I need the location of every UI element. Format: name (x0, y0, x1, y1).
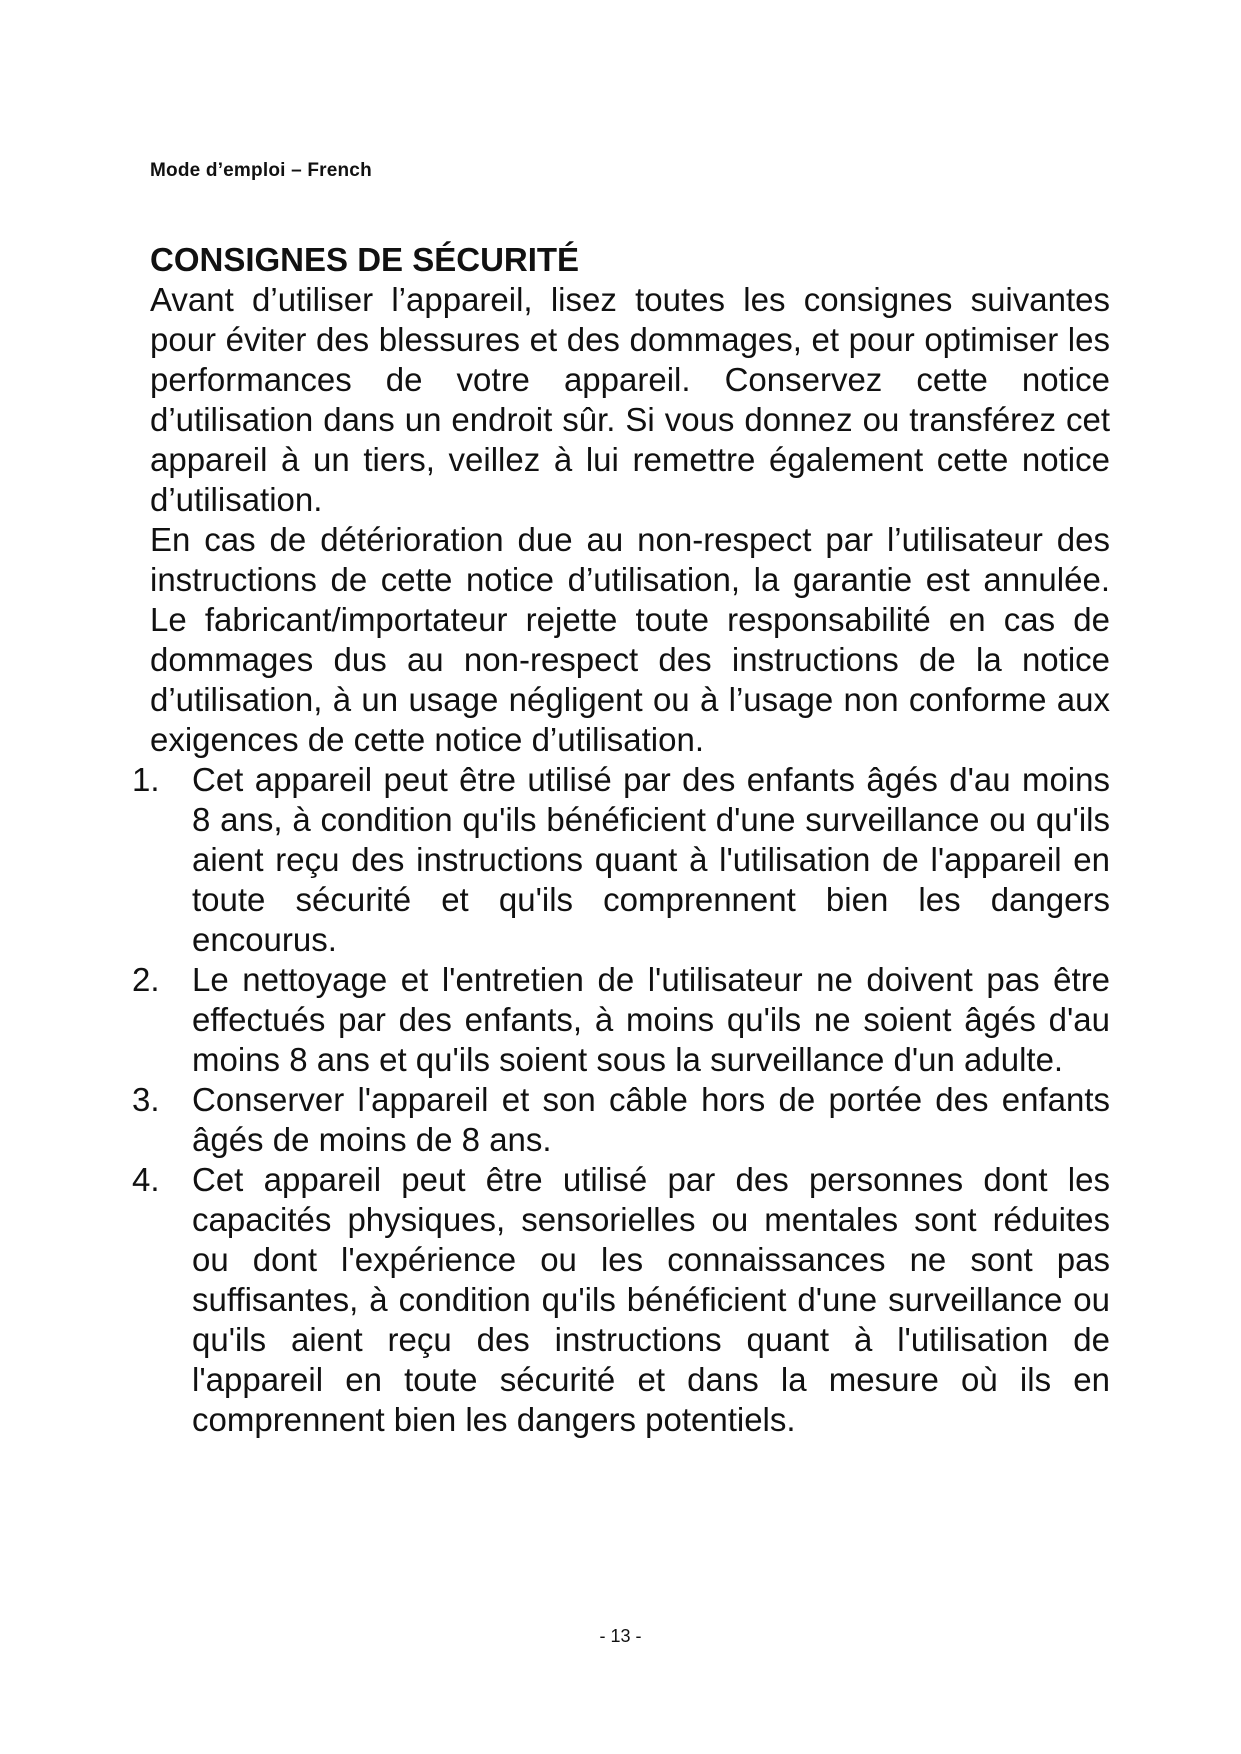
intro-paragraph-2: En cas de détérioration due au non-respect par l’utilisateur des instructions de cette notice d’utilisation, la garantie est annulée. Le fabricant/importateur rejette toute responsabilité en cas de dommages dus au non-respect des instructions de la notice d’utilisation, à un usage négligent ou à l’usage non conforme aux exigences de cette notice d’utilisation. (150, 521, 1110, 758)
rule-number: 1. (132, 761, 160, 798)
page-number: - 13 - (599, 1626, 642, 1646)
running-header: Mode d’emploi – French (150, 160, 372, 181)
rule-text: Cet appareil peut être utilisé par des enfants âgés d'au moins 8 ans, à condition qu'ils bénéficient d'une surveillance ou qu'ils aient reçu des instructions quant à l'utilisation de l'appareil en toute sécurité et qu'ils comprennent bien les dangers encourus. (192, 761, 1110, 958)
safety-rule (132, 1080, 1110, 1160)
safety-rules-list (132, 760, 1110, 1440)
rule-text: Conserver l'appareil et son câble hors de portée des enfants âgés de moins de 8 ans. (192, 1081, 1110, 1158)
rule-number: 2. (132, 961, 160, 998)
intro-paragraph-1: Avant d’utiliser l’appareil, lisez toutes les consignes suivantes pour éviter des blessures et des dommages, et pour optimiser les performances de votre appareil. Conservez cette notice d’utilisation dans un endroit sûr. Si vous donnez ou transférez cet appareil à un tiers, veillez à lui remettre également cette notice d’utilisation. (150, 281, 1110, 518)
rule-text: Le nettoyage et l'entretien de l'utilisateur ne doivent pas être effectués par des enfants, à moins qu'ils ne soient âgés d'au moins 8 ans et qu'ils soient sous la surveillance d'un adulte. (192, 961, 1110, 1078)
rule-text: Cet appareil peut être utilisé par des personnes dont les capacités physiques, sensorielles ou mentales sont réduites ou dont l'expérience ou les connaissances ne sont pas suffisantes, à condition qu'ils bénéficient d'une surveillance ou qu'ils aient reçu des instructions quant à l'utilisation de l'appareil en toute sécurité et dans la mesure où ils en comprennent bien les dangers potentiels. (192, 1161, 1110, 1438)
section-title: CONSIGNES DE SÉCURITÉ (150, 241, 580, 278)
rule-number: 4. (132, 1161, 160, 1198)
safety-section (132, 240, 1110, 1440)
safety-rule (132, 960, 1110, 1080)
safety-rule (132, 760, 1110, 960)
rule-number: 3. (132, 1081, 160, 1118)
safety-rule (132, 1160, 1110, 1440)
